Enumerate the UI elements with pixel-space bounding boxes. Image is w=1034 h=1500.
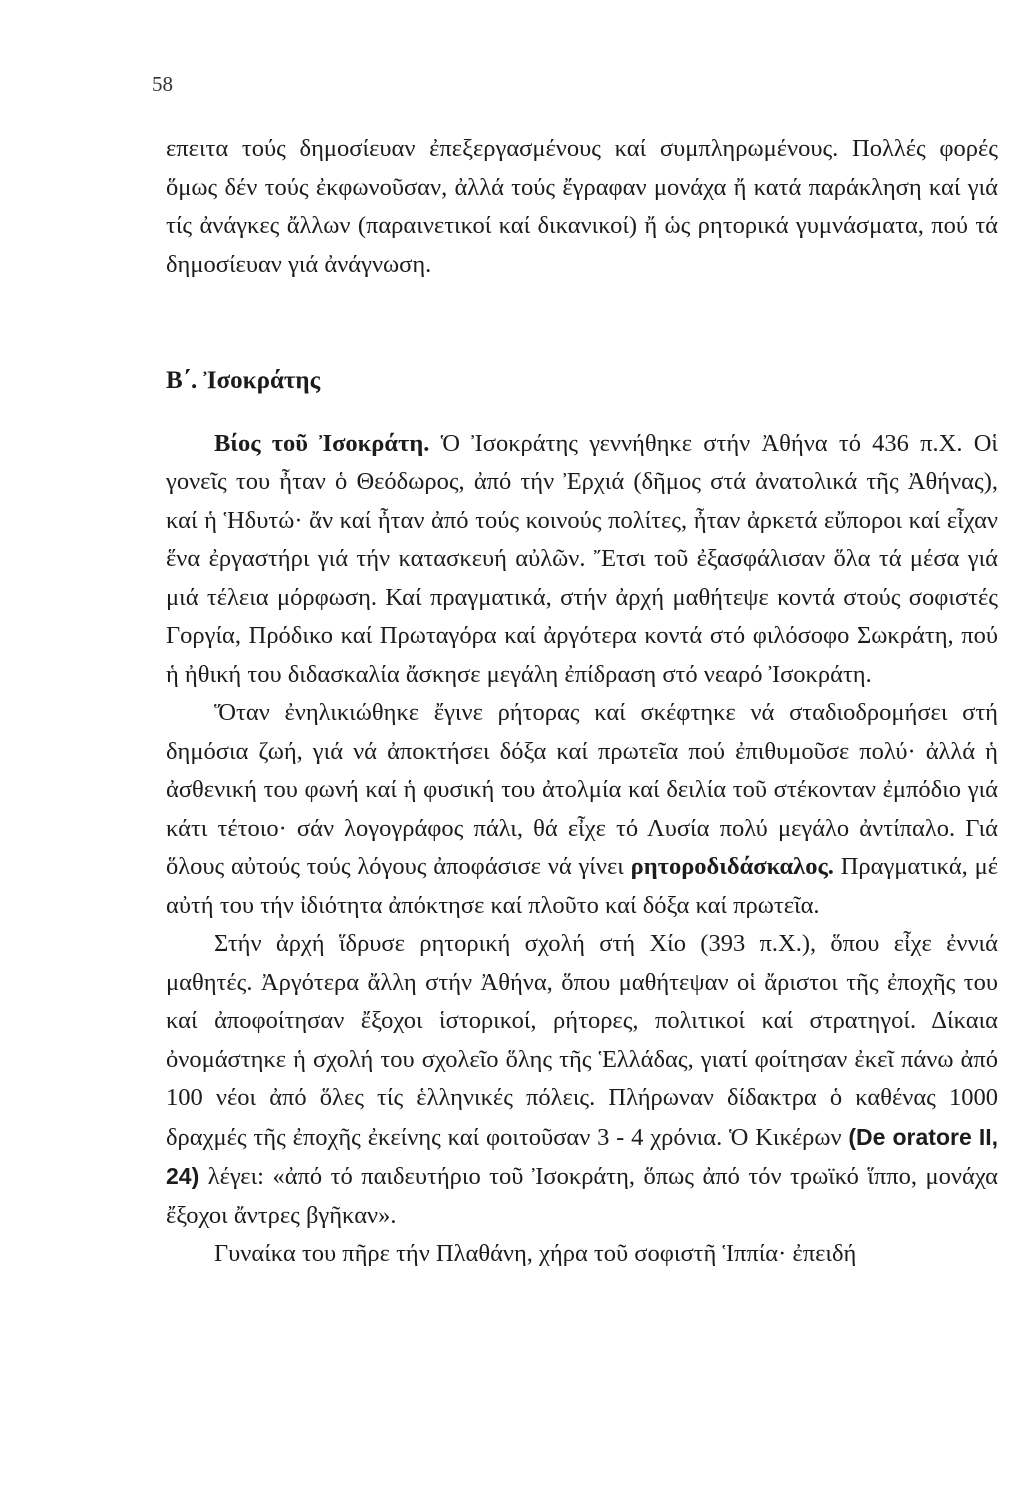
- paragraph-school: [166, 925, 998, 1235]
- paragraph-biography: [166, 425, 998, 695]
- body-text: [166, 130, 998, 1274]
- paragraph-text: Στήν ἀρχή ἵδρυσε ρητορική σχολή στή Χίο (393 π.Χ.), ὅπου εἶχε ἐννιά μαθητές. Ἀργότερα ἄλλη στήν Ἀθήνα, ὅπου μαθήτεψαν οἱ ἄριστοι τῆς ἐποχῆς του καί ἀποφοίτησαν ἔξοχοι ἱστορικοί, ρήτορες, πολιτικοί καί στρατηγοί. Δίκαια ὀνομάστηκε ἡ σχολή του σχολεῖο ὅλης τῆς Ἑλλάδας, γιατί φοίτησαν ἐκεῖ πάνω ἀπό 100 νέοι ἀπό ὅλες τίς ἑλληνικές πόλεις. Πλήρωναν δίδακτρα ὁ καθένας 1000 δραχμές τῆς ἐποχῆς ἐκείνης καί φοιτοῦσαν 3 - 4 χρόνια. Ὁ Κικέρων: [166, 930, 998, 1151]
- paragraph-text: Ὁ Ἰσοκράτης γεννήθηκε στήν Ἀθήνα τό 436 π.Χ. Οἱ γονεῖς του ἦταν ὁ Θεόδωρος, ἀπό τήν Ἐρχιά (δῆμος στά ἀνατολικά τῆς Ἀθήνας), καί ἡ Ἡδυτώ· ἄν καί ἦταν ἀπό τούς κοινούς πολίτες, ἦταν ἀρκετά εὔποροι καί εἶχαν ἕνα ἐργαστήρι γιά τήν κατασκευή αὐλῶν. Ἔτσι τοῦ ἐξασφάλισαν ὅλα τά μέσα γιά μιά τέλεια μόρφωση. Καί πραγματικά, στήν ἀρχή μαθήτεψε κοντά στούς σοφιστές Γοργία, Πρόδικο καί Πρωταγόρα καί ἀργότερα κοντά στό φιλόσοφο Σωκράτη, πού ἡ ἠθική του διδασκαλία ἄσκησε μεγάλη ἐπίδραση στό νεαρό Ἰσοκράτη.: [166, 429, 998, 688]
- citation-reference: (De oratore II, 24): [166, 1123, 998, 1189]
- paragraph-text: λέγει: «ἀπό τό παιδευτήριο τοῦ Ἰσοκράτη, ὅπως ἀπό τόν τρωϊκό ἵππο, μονάχα ἔξοχοι ἄντρες βγῆκαν».: [166, 1163, 998, 1229]
- intro-paragraph: επειτα τούς δημοσίευαν ἐπεξεργασμένους καί συμπληρωμένους. Πολλές φορές ὅμως δέν τούς ἐκφωνοῦσαν, ἀλλά τούς ἔγραφαν μονάχα ἤ κατά παράκληση καί γιά τίς ἀνάγκες ἄλλων (παραινετικοί καί δικανικοί) ἤ ὡς ρητορικά γυμνάσματα, πού τά δημοσίευαν γιά ἀνάγνωση.: [166, 135, 998, 278]
- paragraph-lead-heading: Βίος τοῦ Ἰσοκράτη.: [214, 429, 430, 457]
- paragraph-text: Ὅταν ἐνηλικιώθηκε ἔγινε ρήτορας καί σκέφτηκε νά σταδιοδρομήσει στή δημόσια ζωή, γιά νά ἀποκτήσει δόξα καί πρωτεῖα πού ἐπιθυμοῦσε πολύ· ἀλλά ἡ ἀσθενική του φωνή καί ἡ φυσική του ἀτολμία καί δειλία τοῦ στέκονταν ἐμπόδιο γιά κάτι τέτοιο· σάν λογογράφος πάλι, θά εἶχε τό Λυσία πολύ μεγάλο ἀντίπαλο. Γιά ὅλους αὐτούς τούς λόγους ἀποφάσισε νά γίνει: [166, 699, 998, 880]
- paragraph-text: Πραγματικά, μέ αὐτή του τήν ἰδιότητα ἀπόκτησε καί πλοῦτο καί δόξα καί πρωτεῖα.: [166, 853, 998, 919]
- page-number: 58: [152, 72, 173, 96]
- bold-term: ρητοροδιδάσκαλος.: [630, 853, 834, 880]
- section-title: Β΄. Ἰσοκράτης: [166, 367, 321, 394]
- paragraph-career: [166, 694, 998, 925]
- paragraph-wife: Γυναίκα του πῆρε τήν Πλαθάνη, χήρα τοῦ σοφιστῆ Ἱππία· ἐπειδή: [214, 1240, 857, 1267]
